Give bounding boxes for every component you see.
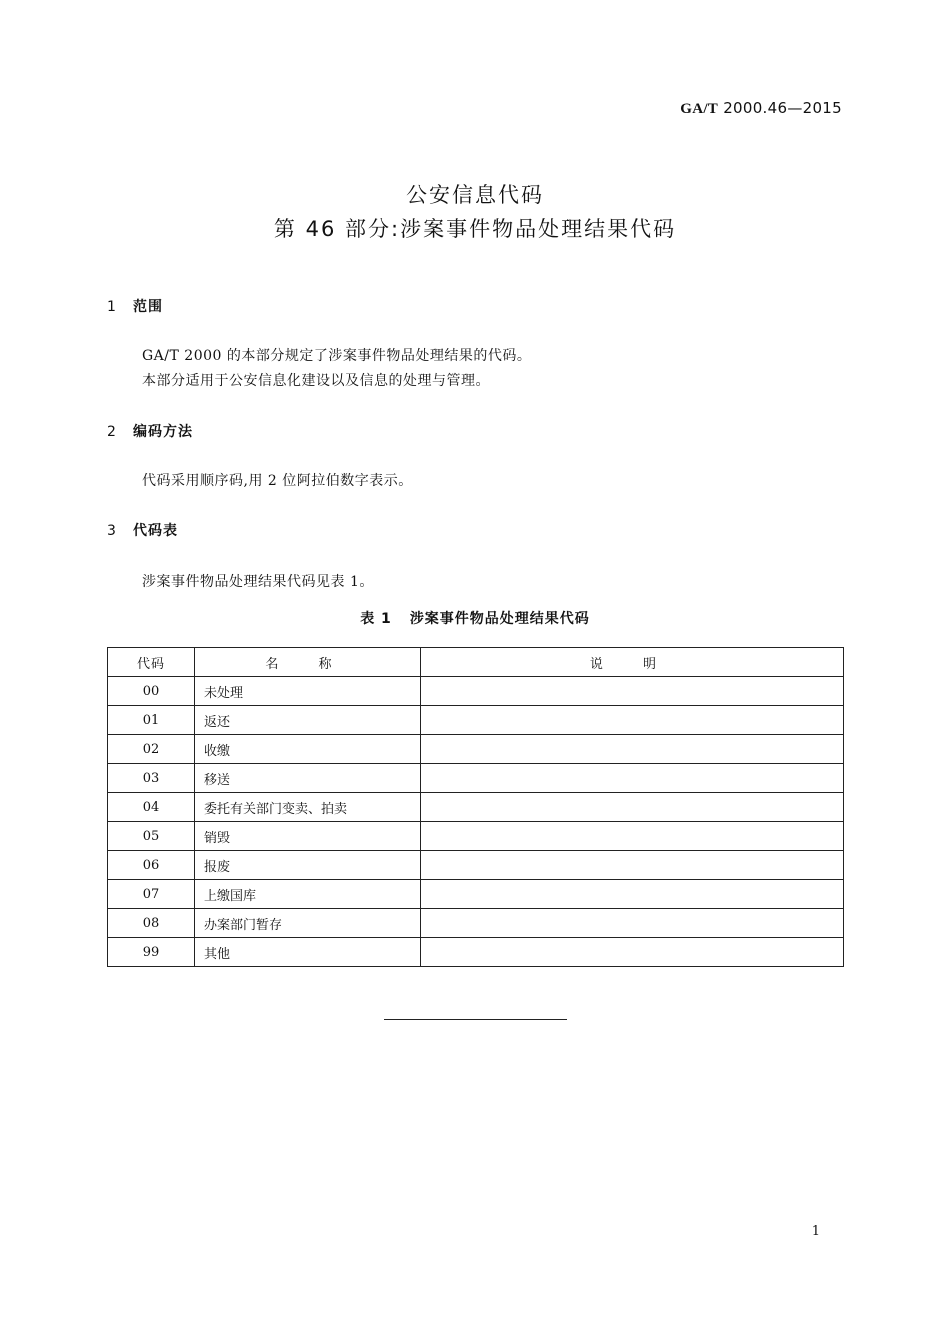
name-cell: 上缴国库 — [195, 880, 421, 909]
title-line-2: 第 46 部分:涉案事件物品处理结果代码 — [273, 217, 677, 241]
code-cell: 99 — [108, 938, 195, 967]
code-cell: 03 — [108, 764, 195, 793]
description-cell — [421, 735, 844, 764]
name-cell: 收缴 — [195, 735, 421, 764]
name-cell: 销毁 — [195, 822, 421, 851]
name-cell: 其他 — [195, 938, 421, 967]
document-title — [0, 178, 950, 246]
table-row — [108, 764, 844, 793]
section-heading-scope — [107, 296, 163, 316]
table-row — [108, 793, 844, 822]
code-table — [107, 647, 844, 967]
name-cell: 办案部门暂存 — [195, 909, 421, 938]
code-cell: 07 — [108, 880, 195, 909]
section-title: 编码方法 — [133, 424, 193, 440]
description-cell — [421, 851, 844, 880]
table-row — [108, 706, 844, 735]
section-title: 代码表 — [133, 523, 178, 539]
section-heading-code-table — [107, 520, 178, 540]
page-number: 1 — [811, 1224, 820, 1239]
name-cell: 报废 — [195, 851, 421, 880]
description-cell — [421, 706, 844, 735]
name-cell: 返还 — [195, 706, 421, 735]
code-table-paragraph: 涉案事件物品处理结果代码见表 1。 — [142, 574, 374, 590]
table-header-row — [108, 648, 844, 677]
name-cell: 未处理 — [195, 677, 421, 706]
table-caption — [0, 608, 950, 628]
table-row — [108, 735, 844, 764]
code-cell: 01 — [108, 706, 195, 735]
code-cell: 04 — [108, 793, 195, 822]
description-cell — [421, 938, 844, 967]
header-description: 说 明 — [421, 648, 844, 677]
table-row — [108, 880, 844, 909]
description-cell — [421, 793, 844, 822]
table-row — [108, 909, 844, 938]
section-title: 范围 — [133, 299, 163, 315]
standard-prefix: GA/T — [680, 101, 719, 117]
title-line-1: 公安信息代码 — [406, 183, 544, 207]
table-caption-number: 表 1 — [360, 611, 392, 627]
table-row — [108, 851, 844, 880]
description-cell — [421, 764, 844, 793]
standard-code — [680, 99, 842, 118]
table-row — [108, 822, 844, 851]
description-cell — [421, 880, 844, 909]
code-cell: 05 — [108, 822, 195, 851]
code-cell: 08 — [108, 909, 195, 938]
table-row — [108, 677, 844, 706]
scope-paragraph-1: GA/T 2000 的本部分规定了涉案事件物品处理结果的代码。 — [142, 348, 532, 364]
section-number: 3 — [107, 523, 117, 539]
section-number: 1 — [107, 299, 117, 315]
description-cell — [421, 822, 844, 851]
section-heading-coding-method — [107, 421, 193, 441]
table-row — [108, 938, 844, 967]
name-cell: 移送 — [195, 764, 421, 793]
header-name: 名 称 — [195, 648, 421, 677]
code-cell: 02 — [108, 735, 195, 764]
coding-method-paragraph: 代码采用顺序码,用 2 位阿拉伯数字表示。 — [142, 473, 413, 489]
standard-number: 2000.46—2015 — [723, 99, 842, 117]
description-cell — [421, 677, 844, 706]
table-caption-text: 涉案事件物品处理结果代码 — [409, 611, 590, 627]
header-code: 代码 — [108, 648, 195, 677]
code-cell: 00 — [108, 677, 195, 706]
name-cell: 委托有关部门变卖、拍卖 — [195, 793, 421, 822]
scope-paragraph-2: 本部分适用于公安信息化建设以及信息的处理与管理。 — [142, 373, 490, 389]
description-cell — [421, 909, 844, 938]
code-cell: 06 — [108, 851, 195, 880]
section-number: 2 — [107, 424, 117, 440]
end-rule — [384, 1019, 567, 1020]
